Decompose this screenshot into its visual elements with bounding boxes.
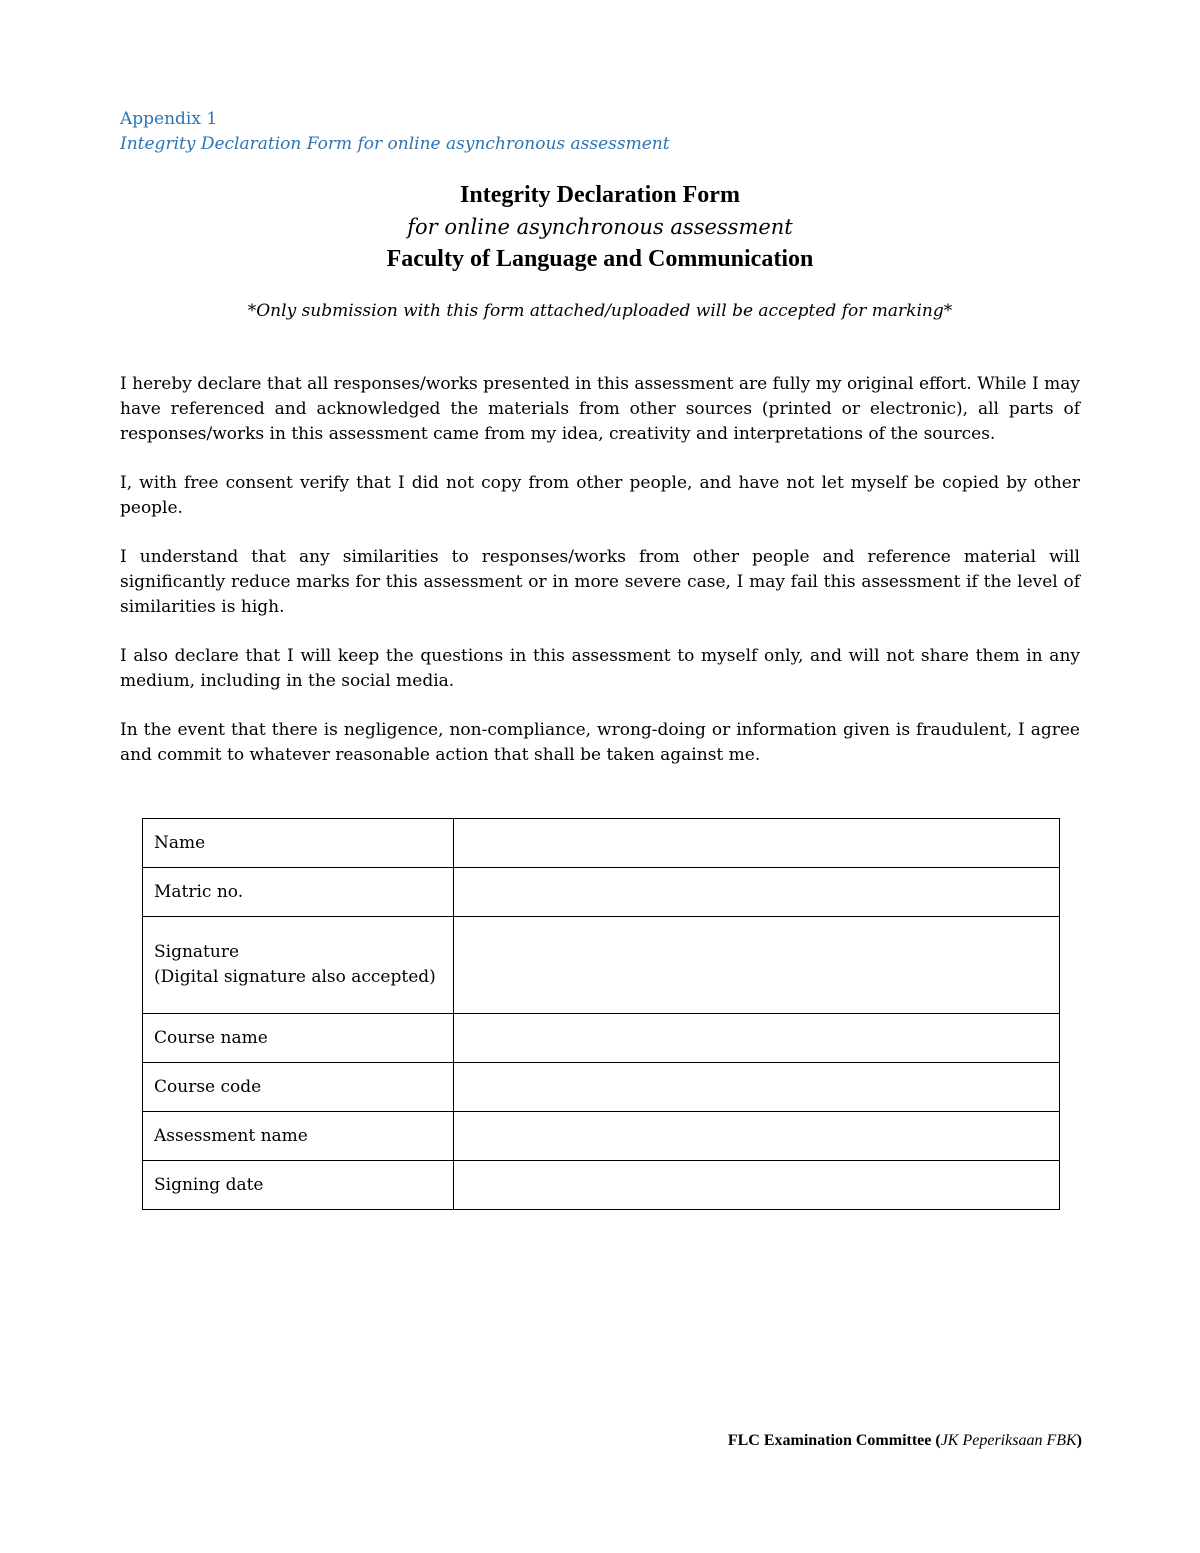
table-row-name: [143, 819, 1060, 868]
signature-label-cell: [143, 917, 454, 1014]
assessment-name-label: Assessment name: [143, 1112, 454, 1161]
course-code-field[interactable]: [454, 1063, 1060, 1112]
submission-notice: *Only submission with this form attached/uploaded will be accepted for marking*: [247, 301, 953, 321]
declaration-paragraph-no-copy: I, with free consent verify that I did not copy from other people, and have not let myself be copied by other people.: [120, 473, 1080, 518]
declaration-paragraph-confidentiality: I also declare that I will keep the questions in this assessment to myself only, and will not share them in any medium, including in the social media.: [120, 646, 1080, 691]
footer-malay-name: JK Peperiksaan FBK: [940, 1432, 1077, 1449]
student-details-table: [142, 818, 1060, 1210]
signing-date-field[interactable]: [454, 1161, 1060, 1210]
name-label: Name: [143, 819, 454, 868]
footer-committee: FLC Examination Committee (: [727, 1432, 941, 1449]
table-row-assessment-name: [143, 1112, 1060, 1161]
table-row-signing-date: [143, 1161, 1060, 1210]
form-title: Integrity Declaration Form: [460, 182, 740, 208]
course-code-label: Course code: [143, 1063, 454, 1112]
signature-field[interactable]: [454, 917, 1060, 1014]
declaration-paragraph-similarities: I understand that any similarities to responses/works from other people and reference material will significantly reduce marks for this assessment or in more severe case, I may fail this assessment if the level of similarities is high.: [120, 547, 1080, 617]
signature-label: Signature: [154, 942, 240, 962]
footer-close: ): [1076, 1432, 1082, 1449]
course-name-field[interactable]: [454, 1014, 1060, 1063]
matric-label: Matric no.: [143, 868, 454, 917]
signature-note: (Digital signature also accepted): [154, 967, 436, 987]
name-field[interactable]: [454, 819, 1060, 868]
signing-date-label: Signing date: [143, 1161, 454, 1210]
table-row-matric: [143, 868, 1060, 917]
faculty-name: Faculty of Language and Communication: [386, 246, 814, 272]
table-row-course-code: [143, 1063, 1060, 1112]
appendix-label: Appendix 1: [120, 109, 218, 129]
table-row-signature: [143, 917, 1060, 1014]
table-row-course-name: [143, 1014, 1060, 1063]
declaration-paragraph-consequences: In the event that there is negligence, non-compliance, wrong-doing or information given is fraudulent, I agree and commit to whatever reasonable action that shall be taken against me.: [120, 720, 1080, 765]
declaration-paragraph-original-effort: I hereby declare that all responses/works presented in this assessment are fully my original effort. While I may have referenced and acknowledged the materials from other sources (printed or electronic), all parts of responses/works in this assessment came from my idea, creativity and interpretations of the sources.: [120, 374, 1080, 444]
assessment-name-field[interactable]: [454, 1112, 1060, 1161]
appendix-header: [120, 107, 670, 157]
form-subtitle: for online asynchronous assessment: [407, 215, 793, 239]
form-heading: [0, 180, 1200, 274]
page-footer: [0, 1428, 1082, 1454]
appendix-subtitle: Integrity Declaration Form for online asynchronous assessment: [120, 134, 670, 154]
course-name-label: Course name: [143, 1014, 454, 1063]
declaration-text: [120, 372, 1080, 792]
matric-field[interactable]: [454, 868, 1060, 917]
